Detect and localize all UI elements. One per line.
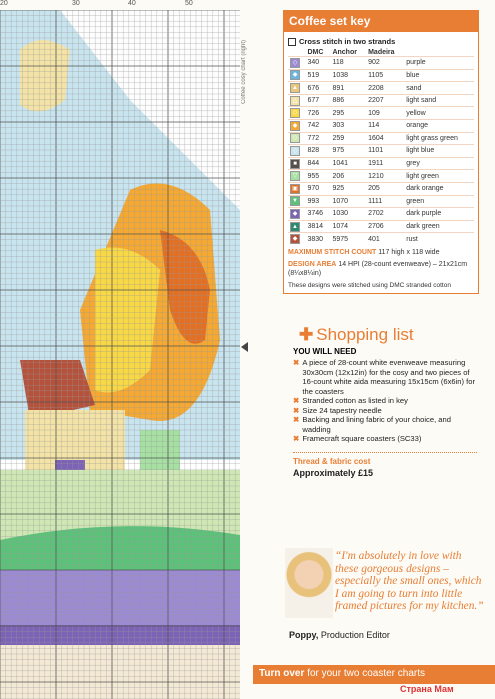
key-anchor: 1030 bbox=[330, 208, 366, 221]
key-anchor: 1070 bbox=[330, 195, 366, 208]
key-color-name: light blue bbox=[404, 145, 474, 158]
key-dmc: 3830 bbox=[306, 233, 331, 245]
key-symbol bbox=[288, 157, 306, 170]
bullet-icon: ✖ bbox=[293, 434, 300, 443]
bullet-icon: ✖ bbox=[293, 358, 300, 367]
key-anchor: 975 bbox=[330, 145, 366, 158]
key-dmc: 519 bbox=[306, 69, 331, 82]
thread-symbol-icon: ◆ bbox=[290, 121, 300, 131]
key-color-name: yellow bbox=[404, 107, 474, 120]
key-row bbox=[288, 157, 474, 170]
key-color-name: light grass green bbox=[404, 132, 474, 145]
key-symbol bbox=[288, 69, 306, 82]
key-anchor: 303 bbox=[330, 119, 366, 132]
thread-symbol-icon: ◇ bbox=[290, 146, 300, 156]
key-dmc: 340 bbox=[306, 57, 331, 70]
cost-box bbox=[293, 452, 477, 478]
key-anchor: 206 bbox=[330, 170, 366, 183]
key-row bbox=[288, 69, 474, 82]
key-dmc: 970 bbox=[306, 182, 331, 195]
key-dmc: 3746 bbox=[306, 208, 331, 221]
key-row bbox=[288, 57, 474, 70]
thread-symbol-icon: ■ bbox=[290, 159, 300, 169]
key-symbol bbox=[288, 195, 306, 208]
plus-icon: ✚ bbox=[299, 325, 314, 344]
key-dmc: 676 bbox=[306, 82, 331, 95]
dark-purple-band bbox=[0, 625, 240, 645]
key-anchor: 891 bbox=[330, 82, 366, 95]
shopping-item bbox=[293, 406, 477, 416]
key-row bbox=[288, 82, 474, 95]
key-madeira: 401 bbox=[366, 233, 404, 245]
quote-text: “I'm absolutely in love with these gorgeous designs – especially the small ones, which I am going to turn into little framed pictures for my kitchen.” bbox=[335, 550, 484, 612]
editor-quote bbox=[285, 548, 485, 648]
key-madeira: 2706 bbox=[366, 220, 404, 233]
key-madeira: 1210 bbox=[366, 170, 404, 183]
author-role: Production Editor bbox=[320, 630, 390, 640]
footer-banner bbox=[253, 665, 495, 684]
thread-symbol-icon: ▲ bbox=[290, 83, 300, 93]
purple-band bbox=[0, 570, 240, 630]
key-subtitle-text: Cross stitch in two strands bbox=[299, 37, 396, 46]
key-row bbox=[288, 182, 474, 195]
thread-symbol-icon: ▼ bbox=[290, 196, 300, 206]
key-title: Coffee set key bbox=[283, 10, 479, 32]
key-madeira: 2207 bbox=[366, 94, 404, 107]
shopping-item-text: Framecraft square coasters (SC33) bbox=[302, 434, 422, 443]
thread-symbol-icon: ▣ bbox=[290, 184, 300, 194]
key-row bbox=[288, 208, 474, 221]
max-stitch bbox=[288, 248, 474, 257]
sun-shape bbox=[20, 40, 70, 111]
key-color-name: sand bbox=[404, 82, 474, 95]
key-color-name: orange bbox=[404, 119, 474, 132]
key-anchor: 259 bbox=[330, 132, 366, 145]
key-dmc: 993 bbox=[306, 195, 331, 208]
bullet-icon: ✖ bbox=[293, 405, 300, 415]
design-value: 14 HPI (28-count evenweave) – 21x21cm (8¼x8¼in) bbox=[288, 260, 468, 277]
design-label: DESIGN AREA bbox=[288, 260, 337, 268]
thread-symbol-icon: ◆ bbox=[290, 234, 300, 244]
key-symbol bbox=[288, 107, 306, 120]
key-madeira: 205 bbox=[366, 182, 404, 195]
chart-col-number: 20 bbox=[0, 0, 8, 7]
key-color-name: dark green bbox=[404, 220, 474, 233]
key-dmc: 844 bbox=[306, 157, 331, 170]
key-anchor: 1038 bbox=[330, 69, 366, 82]
key-madeira: 109 bbox=[366, 107, 404, 120]
quote-author bbox=[289, 630, 390, 640]
thread-symbol-icon: ◇ bbox=[290, 133, 300, 143]
key-color-name: dark purple bbox=[404, 208, 474, 221]
key-color-name: light sand bbox=[404, 94, 474, 107]
key-madeira: 1911 bbox=[366, 157, 404, 170]
chart-side-caption: Coffee cosy chart (right) bbox=[241, 40, 247, 104]
key-madeira: 1604 bbox=[366, 132, 404, 145]
shopping-title bbox=[299, 325, 477, 345]
key-anchor: 1041 bbox=[330, 157, 366, 170]
key-anchor: 5975 bbox=[330, 233, 366, 245]
key-row bbox=[288, 119, 474, 132]
cost-label: Thread & fabric cost bbox=[293, 456, 371, 466]
key-note: These designs were stitched using DMC stranded cotton bbox=[288, 281, 451, 289]
thread-symbol-icon: ◆ bbox=[290, 70, 300, 80]
thread-symbol-icon: ▲ bbox=[290, 222, 300, 232]
bullet-icon: ✖ bbox=[293, 415, 300, 424]
key-panel bbox=[283, 10, 479, 294]
key-color-name: green bbox=[404, 195, 474, 208]
key-color-name: blue bbox=[404, 69, 474, 82]
max-label: MAXIMUM STITCH COUNT bbox=[288, 248, 377, 256]
bottom-band bbox=[0, 645, 240, 699]
key-row bbox=[288, 220, 474, 233]
key-symbol bbox=[288, 132, 306, 145]
key-symbol bbox=[288, 220, 306, 233]
chart-grid bbox=[0, 10, 240, 699]
key-madeira: 1105 bbox=[366, 69, 404, 82]
key-row bbox=[288, 107, 474, 120]
shopping-item-text: Size 24 tapestry needle bbox=[302, 405, 382, 415]
chart-col-number: 50 bbox=[185, 0, 193, 7]
key-color-name: light green bbox=[404, 170, 474, 183]
key-col-dmc: DMC bbox=[307, 49, 324, 57]
chart-col-number: 30 bbox=[72, 0, 80, 7]
shopping-item bbox=[293, 434, 477, 444]
key-color-name: rust bbox=[404, 233, 474, 245]
key-symbol bbox=[288, 57, 306, 70]
shopping-title-text: Shopping list bbox=[316, 325, 414, 344]
thread-symbol-icon: ▽ bbox=[290, 171, 300, 181]
key-row bbox=[288, 170, 474, 183]
cost-value: Approximately £15 bbox=[293, 467, 374, 478]
center-arrow-icon bbox=[241, 342, 248, 352]
key-anchor: 118 bbox=[330, 57, 366, 70]
key-symbol bbox=[288, 82, 306, 95]
key-madeira: 2208 bbox=[366, 82, 404, 95]
square-icon bbox=[288, 38, 296, 46]
key-col-symbol bbox=[288, 49, 306, 57]
thread-symbol-icon: ◆ bbox=[290, 209, 300, 219]
shopping-item bbox=[293, 415, 477, 434]
max-value: 117 high x 118 wide bbox=[378, 248, 440, 256]
chart-col-number: 40 bbox=[128, 0, 136, 7]
key-row bbox=[288, 233, 474, 245]
key-dmc: 726 bbox=[306, 107, 331, 120]
key-dmc: 3814 bbox=[306, 220, 331, 233]
key-anchor: 886 bbox=[330, 94, 366, 107]
key-madeira: 2702 bbox=[366, 208, 404, 221]
key-table bbox=[288, 49, 474, 245]
key-color-name: dark orange bbox=[404, 182, 474, 195]
shopping-items bbox=[293, 358, 477, 444]
key-dmc: 828 bbox=[306, 145, 331, 158]
key-box bbox=[283, 32, 479, 294]
key-subtitle bbox=[288, 37, 474, 46]
key-anchor: 925 bbox=[330, 182, 366, 195]
key-row bbox=[288, 132, 474, 145]
footer-rest: for your two coaster charts bbox=[307, 668, 425, 679]
key-col-anchor: Anchor bbox=[332, 49, 357, 57]
footer-lead: Turn over bbox=[259, 668, 305, 679]
key-color-name: grey bbox=[404, 157, 474, 170]
key-col-madeira: Madeira bbox=[368, 49, 395, 57]
key-symbol bbox=[288, 182, 306, 195]
design-area bbox=[288, 260, 474, 278]
key-col-name bbox=[404, 49, 474, 57]
key-dmc: 772 bbox=[306, 132, 331, 145]
key-symbol bbox=[288, 119, 306, 132]
you-will-need: YOU WILL NEED bbox=[293, 347, 357, 356]
key-dmc: 742 bbox=[306, 119, 331, 132]
thread-symbol-icon: ◇ bbox=[290, 108, 300, 118]
key-anchor: 295 bbox=[330, 107, 366, 120]
key-row bbox=[288, 94, 474, 107]
key-row bbox=[288, 195, 474, 208]
avatar bbox=[285, 548, 333, 618]
shopping-item-text: Backing and lining fabric of your choice, and wadding bbox=[302, 415, 451, 434]
shopping-item bbox=[293, 358, 477, 396]
thread-symbol-icon: △ bbox=[290, 96, 300, 106]
shopping-item-text: Stranded cotton as listed in key bbox=[302, 396, 408, 405]
quote-body: I'm absolutely in love with these gorgeous designs – especially the small ones, which I am going to turn into little framed pictures for my kitchen. bbox=[335, 550, 482, 612]
key-symbol bbox=[288, 145, 306, 158]
key-row bbox=[288, 145, 474, 158]
shopping-list bbox=[287, 325, 477, 478]
key-dmc: 677 bbox=[306, 94, 331, 107]
key-madeira: 902 bbox=[366, 57, 404, 70]
shopping-item-text: A piece of 28-count white evenweave measuring 30x30cm (12x12in) for the cosy and two pieces of 16-count white aida measuring 15x15cm (6x6in) for the coasters bbox=[302, 358, 476, 396]
key-madeira: 114 bbox=[366, 119, 404, 132]
watermark: Страна Мам bbox=[400, 684, 454, 694]
key-anchor: 1074 bbox=[330, 220, 366, 233]
key-symbol bbox=[288, 208, 306, 221]
key-color-name: purple bbox=[404, 57, 474, 70]
author-name: Poppy, bbox=[289, 630, 319, 640]
key-symbol bbox=[288, 170, 306, 183]
bullet-icon: ✖ bbox=[293, 396, 300, 405]
key-symbol bbox=[288, 233, 306, 245]
key-dmc: 955 bbox=[306, 170, 331, 183]
key-madeira: 1111 bbox=[366, 195, 404, 208]
thread-symbol-icon: ◇ bbox=[290, 58, 300, 68]
key-symbol bbox=[288, 94, 306, 107]
shopping-item bbox=[293, 396, 477, 406]
key-madeira: 1101 bbox=[366, 145, 404, 158]
